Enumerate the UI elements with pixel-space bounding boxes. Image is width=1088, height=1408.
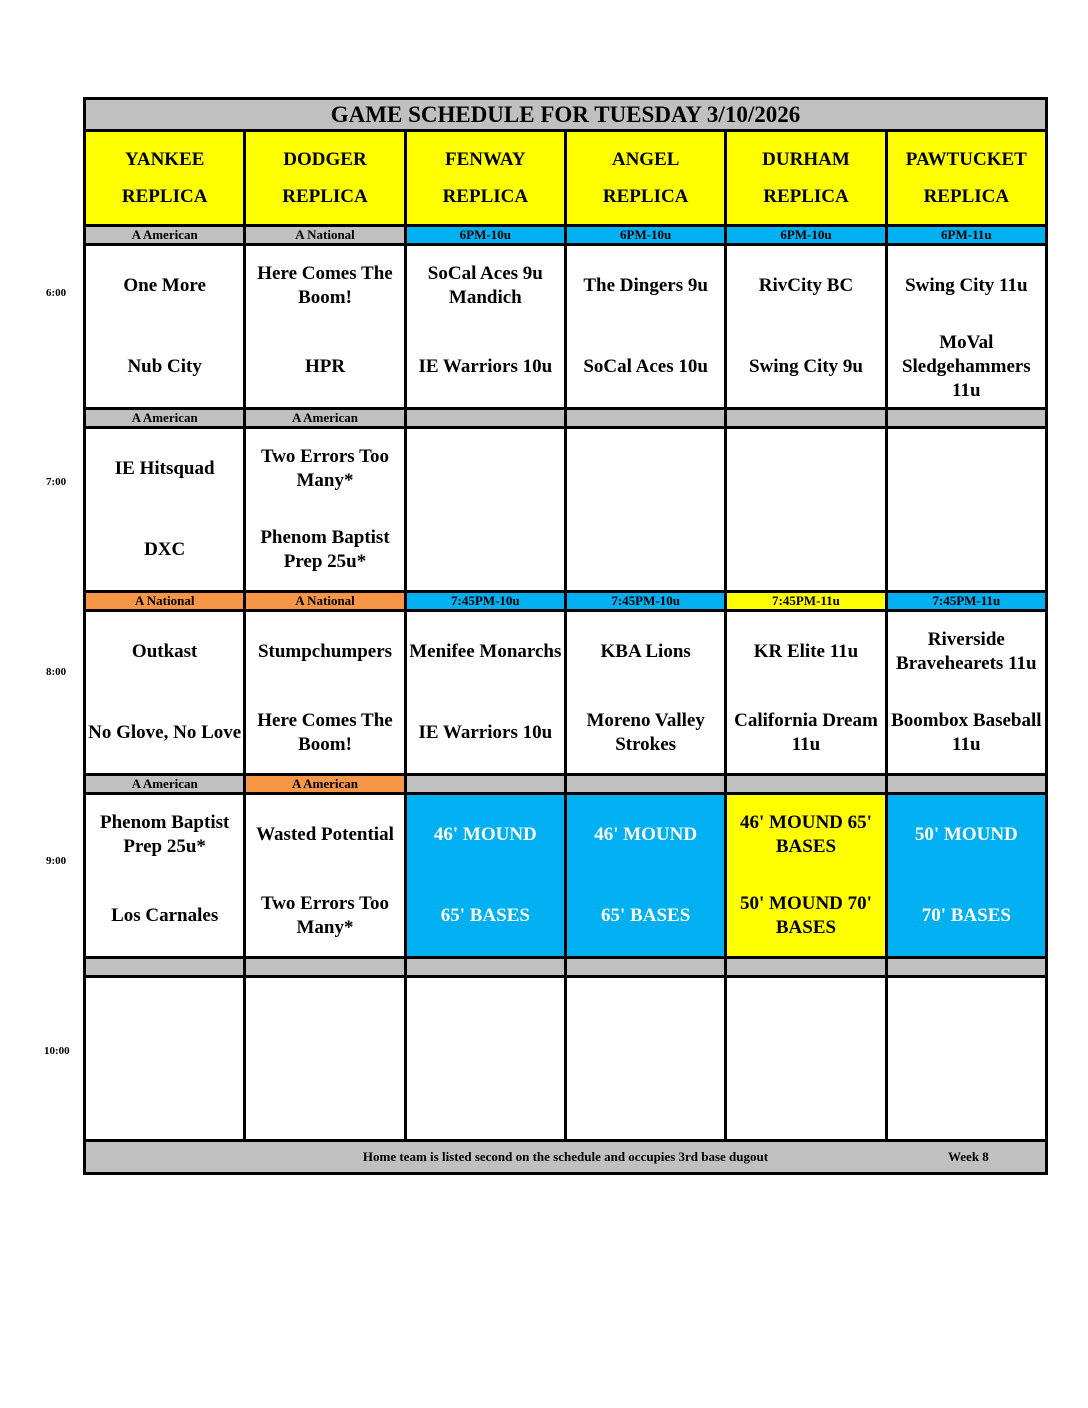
- away-team: [246, 978, 403, 1059]
- home-team: SoCal Aces 10u: [583, 355, 708, 377]
- division-label: [405, 958, 565, 977]
- division-label: 6PM-10u: [726, 226, 886, 245]
- division-label: A National: [245, 226, 405, 245]
- game-cell: [726, 977, 886, 1141]
- away-team: [407, 978, 564, 1059]
- field-header: [405, 131, 565, 226]
- home-team: [567, 510, 724, 591]
- division-label: A National: [245, 592, 405, 611]
- field-sub: REPLICA: [763, 186, 849, 207]
- division-label: A American: [245, 409, 405, 428]
- field-header: [726, 131, 886, 226]
- division-label-row: [85, 592, 1047, 611]
- away-team: [727, 978, 884, 1059]
- base-distance: 50' MOUND 70' BASES: [740, 892, 872, 938]
- game-cell: [726, 245, 886, 409]
- division-label: A American: [85, 409, 245, 428]
- home-team: [407, 510, 564, 591]
- away-team: [888, 978, 1045, 1059]
- game-cell: [565, 611, 725, 775]
- field-spec-cell: [726, 794, 886, 958]
- division-label: [886, 409, 1046, 428]
- away-team: [567, 429, 724, 510]
- home-team: HPR: [304, 355, 346, 377]
- away-team: [888, 429, 1045, 510]
- game-cell: [85, 977, 245, 1141]
- division-label: [886, 775, 1046, 794]
- field-header: [245, 131, 405, 226]
- base-distance: 70' BASES: [921, 904, 1011, 926]
- field-sub: REPLICA: [282, 186, 368, 207]
- time-label: 8:00: [46, 666, 67, 678]
- away-team: Stumpchumpers: [257, 641, 393, 663]
- division-label: A American: [245, 775, 405, 794]
- game-slot-row: [85, 611, 1047, 775]
- game-cell: [405, 428, 565, 592]
- away-team: [567, 978, 724, 1059]
- away-team: SoCal Aces 9u Mandich: [427, 263, 543, 309]
- away-team: Outkast: [131, 641, 198, 663]
- schedule-sheet: [83, 97, 1048, 1175]
- game-cell: [726, 428, 886, 592]
- field-sub: REPLICA: [121, 186, 208, 207]
- home-team: Phenom Baptist Prep 25u*: [260, 526, 390, 572]
- game-cell: [245, 611, 405, 775]
- time-label: 6:00: [46, 287, 67, 299]
- mound-distance: 46' MOUND: [433, 824, 537, 846]
- division-label: [245, 958, 405, 977]
- game-cell: [245, 245, 405, 409]
- game-cell: [886, 611, 1046, 775]
- away-team: Swing City 11u: [905, 275, 1028, 297]
- division-label: 6PM-10u: [565, 226, 725, 245]
- division-label: [405, 409, 565, 428]
- away-team: KBA Lions: [600, 641, 691, 663]
- mound-distance: 46' MOUND 65' BASES: [740, 812, 872, 858]
- game-slot-row: [85, 245, 1047, 409]
- game-cell: [726, 611, 886, 775]
- game-cell: [405, 977, 565, 1141]
- game-slot-row: [85, 428, 1047, 592]
- home-team: Boombox Baseball 11u: [891, 709, 1042, 755]
- away-team: [727, 429, 884, 510]
- base-distance: 65' BASES: [601, 904, 691, 926]
- away-team: Phenom Baptist Prep 25u*: [100, 812, 230, 858]
- game-cell: [245, 977, 405, 1141]
- base-distance: 65' BASES: [440, 904, 530, 926]
- field-spec-cell: [405, 794, 565, 958]
- home-team: DXC: [144, 538, 186, 560]
- home-team: IE Warriors 10u: [418, 355, 553, 377]
- away-team: The Dingers 9u: [583, 275, 708, 297]
- division-label: 7:45PM-11u: [886, 592, 1046, 611]
- home-team: Nub City: [127, 355, 202, 377]
- home-team: MoVal Sledgehammers 11u: [901, 331, 1031, 401]
- mound-distance: 46' MOUND: [594, 824, 698, 846]
- division-label: [565, 958, 725, 977]
- game-cell: [886, 977, 1046, 1141]
- field-name: FENWAY: [445, 149, 526, 170]
- week-label: Week 8: [948, 1149, 989, 1164]
- time-label: 10:00: [44, 1045, 70, 1057]
- field-name: DURHAM: [762, 149, 850, 170]
- footer: [85, 1141, 1047, 1174]
- away-team: One More: [123, 275, 206, 297]
- division-label: [405, 775, 565, 794]
- home-team: [727, 1059, 884, 1140]
- footer-note: Home team is listed second on the schedule and occupies 3rd base dugout: [362, 1149, 769, 1164]
- field-name: PAWTUCKET: [905, 149, 1027, 170]
- field-name: ANGEL: [611, 149, 680, 170]
- game-cell: [245, 794, 405, 958]
- away-team: Menifee Monarchs: [409, 641, 562, 663]
- away-team: [407, 429, 564, 510]
- field-header: [85, 131, 245, 226]
- division-label: 7:45PM-10u: [565, 592, 725, 611]
- away-team: Two Errors Too Many*: [260, 446, 390, 492]
- time-label: 7:00: [46, 476, 67, 488]
- division-label-row: [85, 409, 1047, 428]
- game-cell: [565, 428, 725, 592]
- field-sub: REPLICA: [442, 186, 529, 207]
- home-team: Swing City 9u: [748, 355, 863, 377]
- away-team: RivCity BC: [758, 275, 854, 297]
- away-team: IE Hitsquad: [114, 458, 215, 480]
- game-cell: [405, 611, 565, 775]
- division-label: [565, 409, 725, 428]
- home-team: [727, 510, 884, 591]
- division-label: 7:45PM-10u: [405, 592, 565, 611]
- schedule-table: [83, 97, 1048, 1175]
- division-label-row: [85, 958, 1047, 977]
- division-label: 6PM-11u: [886, 226, 1046, 245]
- field-header: [565, 131, 725, 226]
- field-header: [886, 131, 1046, 226]
- division-label: A National: [85, 592, 245, 611]
- field-spec-cell: [565, 794, 725, 958]
- division-label: A American: [85, 226, 245, 245]
- home-team: No Glove, No Love: [88, 721, 242, 743]
- division-label: [726, 958, 886, 977]
- field-spec-cell: [886, 794, 1046, 958]
- game-slot-row: [85, 794, 1047, 958]
- home-team: Los Carnales: [111, 904, 219, 926]
- division-label-row: [85, 775, 1047, 794]
- home-team: [86, 1059, 243, 1140]
- game-cell: [85, 245, 245, 409]
- game-cell: [405, 245, 565, 409]
- game-slot-row: [85, 977, 1047, 1141]
- field-name: DODGER: [283, 149, 367, 170]
- home-team: [888, 510, 1045, 591]
- home-team: California Dream 11u: [734, 709, 878, 755]
- home-team: [407, 1059, 564, 1140]
- home-team: IE Warriors 10u: [418, 721, 553, 743]
- division-label: [726, 775, 886, 794]
- division-label: [886, 958, 1046, 977]
- home-team: [246, 1059, 403, 1140]
- division-label: A American: [85, 775, 245, 794]
- game-cell: [565, 245, 725, 409]
- field-sub: REPLICA: [923, 186, 1010, 207]
- game-cell: [886, 245, 1046, 409]
- division-label: 6PM-10u: [405, 226, 565, 245]
- division-label-row: [85, 226, 1047, 245]
- field-sub: REPLICA: [602, 186, 689, 207]
- field-header-row: [85, 131, 1047, 226]
- away-team: Here Comes The Boom!: [257, 263, 393, 309]
- division-label: 7:45PM-11u: [726, 592, 886, 611]
- home-team: [567, 1059, 724, 1140]
- schedule-title: GAME SCHEDULE FOR TUESDAY 3/10/2026: [85, 99, 1047, 131]
- away-team: KR Elite 11u: [753, 641, 859, 663]
- away-team: [86, 978, 243, 1059]
- game-cell: [85, 428, 245, 592]
- game-cell: [886, 428, 1046, 592]
- division-label: [726, 409, 886, 428]
- home-team: Here Comes The Boom!: [257, 709, 393, 755]
- division-label: [85, 958, 245, 977]
- game-cell: [565, 977, 725, 1141]
- away-team: Riverside Bravehearets 11u: [896, 629, 1037, 675]
- home-team: Moreno Valley Strokes: [586, 709, 705, 755]
- home-team: [888, 1059, 1045, 1140]
- away-team: Wasted Potential: [256, 824, 394, 846]
- mound-distance: 50' MOUND: [914, 824, 1018, 846]
- game-cell: [245, 428, 405, 592]
- time-label: 9:00: [46, 855, 67, 867]
- field-name: YANKEE: [124, 149, 205, 170]
- home-team: Two Errors Too Many*: [260, 892, 390, 938]
- game-cell: [85, 611, 245, 775]
- game-cell: [85, 794, 245, 958]
- division-label: [565, 775, 725, 794]
